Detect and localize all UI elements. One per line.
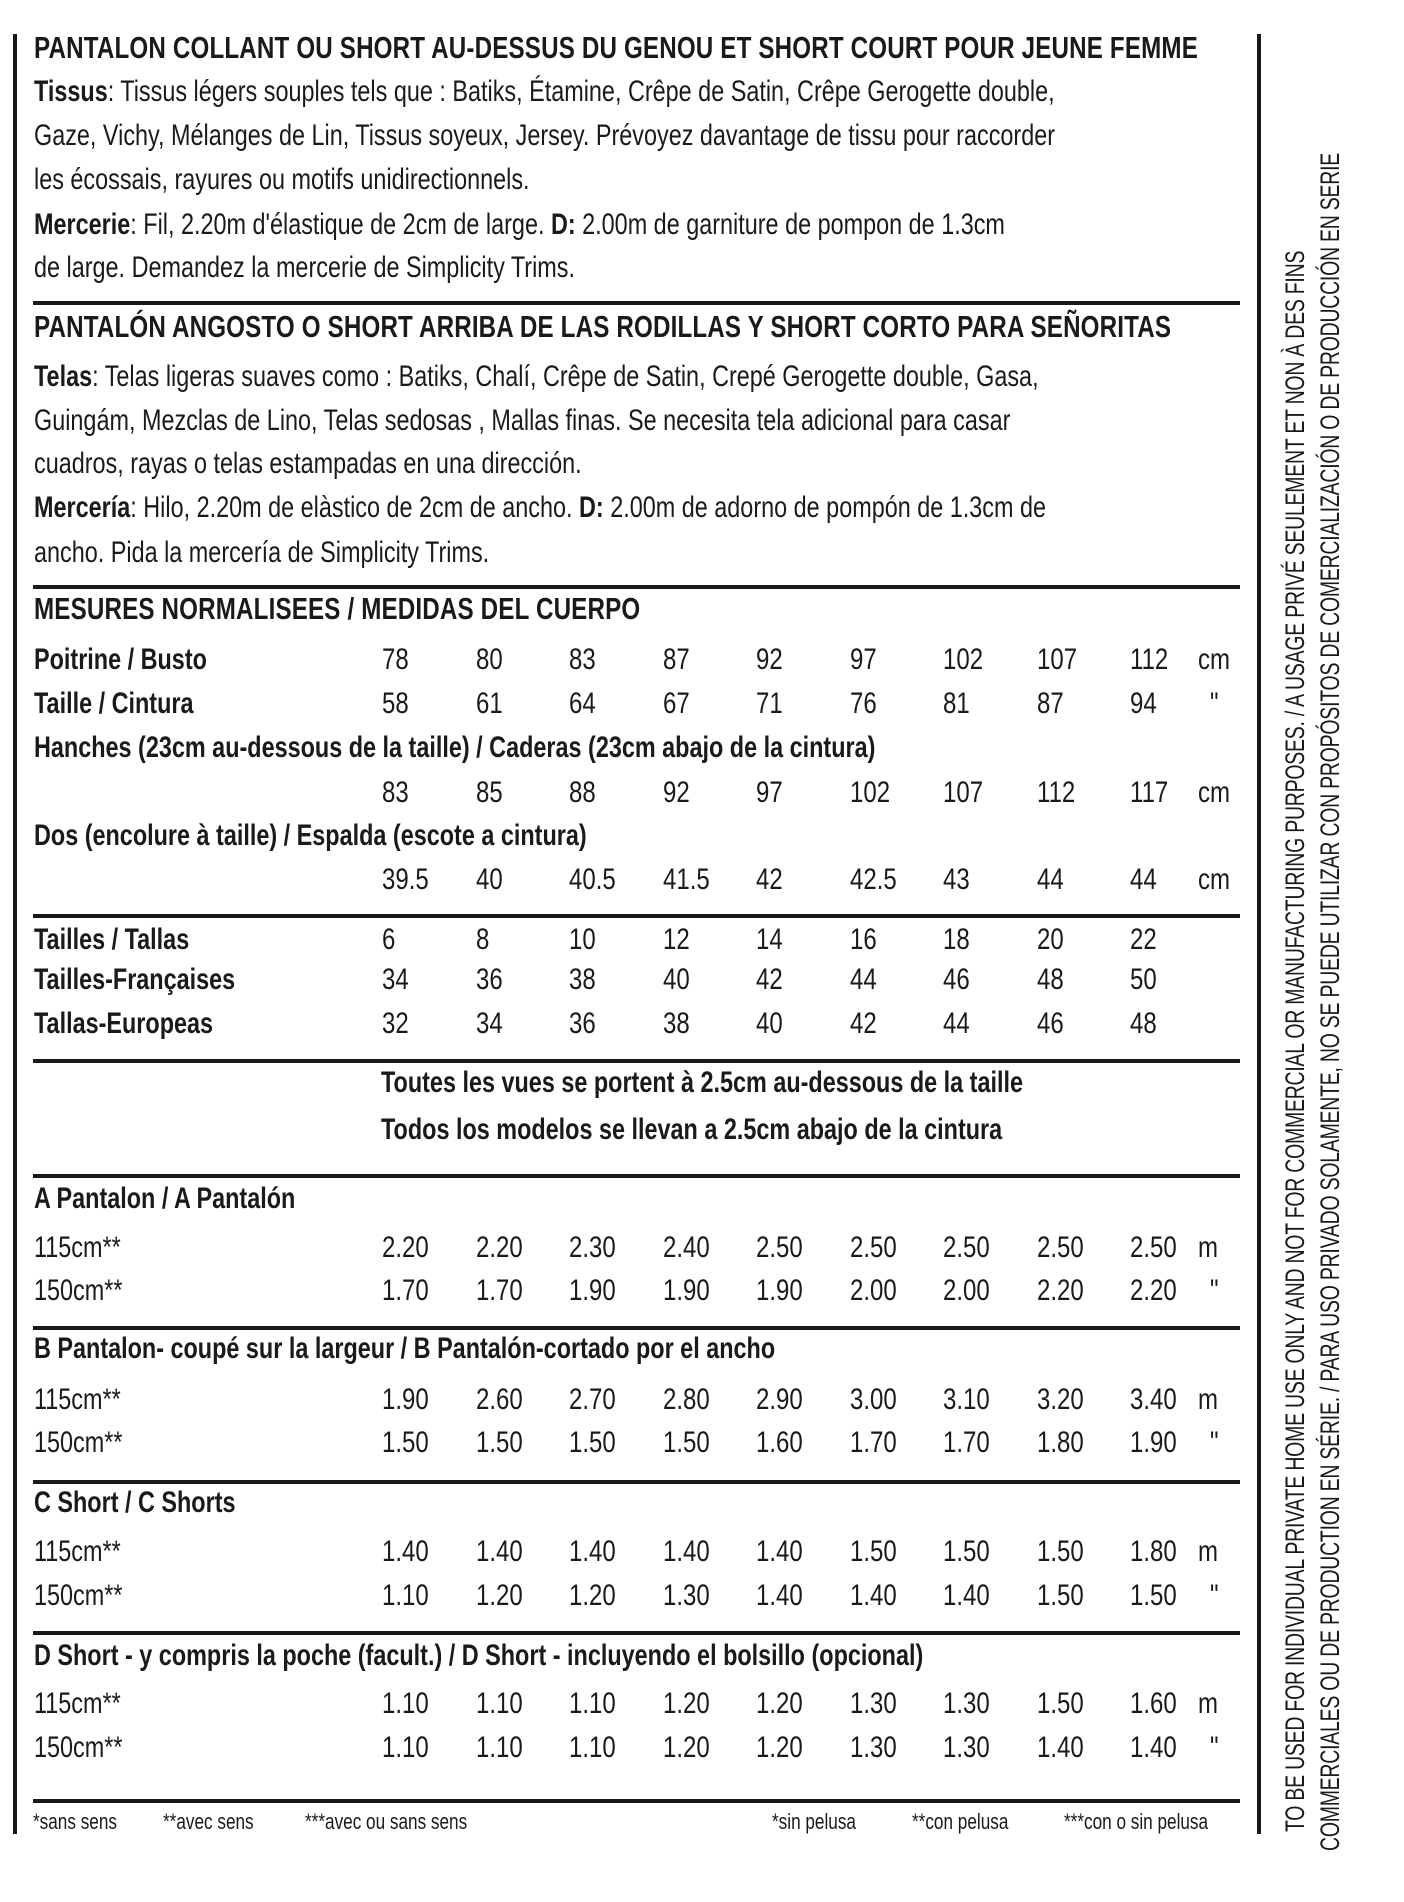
value-cell: 1.50 bbox=[476, 1426, 523, 1459]
value-cell: 1.50 bbox=[382, 1426, 429, 1459]
divider bbox=[33, 1326, 1240, 1330]
fabrics-fr-line-2: Gaze, Vichy, Mélanges de Lin, Tissus soyeux, Jersey. Prévoyez davantage de tissu pour raccorder bbox=[34, 119, 1056, 152]
divider bbox=[33, 1631, 1240, 1635]
value-cell: 1.80 bbox=[1037, 1426, 1084, 1459]
value-cell: 16 bbox=[850, 923, 877, 956]
unit-label: cm bbox=[1198, 863, 1230, 896]
view-d-marker-es: D: bbox=[579, 491, 604, 524]
value-cell: 2.20 bbox=[1037, 1274, 1084, 1307]
value-cell: 44 bbox=[943, 1007, 970, 1040]
bust-label: Poitrine / Busto bbox=[34, 643, 207, 676]
divider bbox=[33, 1799, 1240, 1803]
value-cell: 41.5 bbox=[663, 863, 710, 896]
value-cell: 32 bbox=[382, 1007, 409, 1040]
value-cell: 2.60 bbox=[476, 1383, 523, 1416]
value-cell: 1.40 bbox=[382, 1535, 429, 1568]
value-cell: 39.5 bbox=[382, 863, 429, 896]
value-cell: 1.40 bbox=[943, 1579, 990, 1612]
value-cell: 1.20 bbox=[663, 1687, 710, 1720]
footnote-es-2: **con pelusa bbox=[912, 1809, 1009, 1834]
value-cell: 40 bbox=[663, 963, 690, 996]
value-cell: 2.80 bbox=[663, 1383, 710, 1416]
value-cell: 2.40 bbox=[663, 1231, 710, 1264]
fabrics-es-line-3: cuadros, rayas o telas estampadas en una dirección. bbox=[34, 447, 582, 480]
value-cell: 2.20 bbox=[1130, 1274, 1177, 1307]
value-cell: 1.10 bbox=[382, 1687, 429, 1720]
value-cell: 1.50 bbox=[569, 1426, 616, 1459]
value-cell: 71 bbox=[756, 687, 783, 720]
value-cell: 107 bbox=[943, 776, 984, 809]
value-cell: 1.50 bbox=[1037, 1579, 1084, 1612]
view-c-title: C Short / C Shorts bbox=[34, 1486, 236, 1519]
value-cell: 40.5 bbox=[569, 863, 616, 896]
divider bbox=[33, 914, 1240, 918]
fabrics-fr-line-3: les écossais, rayures ou motifs unidirectionnels. bbox=[34, 163, 530, 196]
value-cell: 1.10 bbox=[382, 1731, 429, 1764]
footnote-fr-2: **avec sens bbox=[163, 1809, 254, 1834]
fabrics-label-es: Telas bbox=[34, 360, 93, 393]
unit-label: m bbox=[1198, 1535, 1218, 1568]
sizes-eu-label: Tallas-Europeas bbox=[34, 1007, 214, 1040]
value-cell: 102 bbox=[850, 776, 891, 809]
value-cell: 48 bbox=[1037, 963, 1064, 996]
divider bbox=[33, 1174, 1240, 1178]
footnote-es-1: *sin pelusa bbox=[772, 1809, 856, 1834]
value-cell: 1.40 bbox=[756, 1535, 803, 1568]
value-cell: 1.90 bbox=[1130, 1426, 1177, 1459]
value-cell: 1.40 bbox=[569, 1535, 616, 1568]
value-cell: 2.50 bbox=[850, 1231, 897, 1264]
value-cell: 34 bbox=[476, 1007, 503, 1040]
value-cell: 14 bbox=[756, 923, 783, 956]
value-cell: 1.90 bbox=[756, 1274, 803, 1307]
unit-label: cm bbox=[1198, 776, 1230, 809]
value-cell: 1.10 bbox=[569, 1731, 616, 1764]
value-cell: 1.40 bbox=[850, 1579, 897, 1612]
value-cell: 1.70 bbox=[850, 1426, 897, 1459]
value-cell: 1.20 bbox=[663, 1731, 710, 1764]
view-a-title: A Pantalon / A Pantalón bbox=[34, 1182, 296, 1215]
value-cell: 2.50 bbox=[943, 1231, 990, 1264]
disclaimer-line-2: COMMERCIALES OU DE PRODUCTION EN SÉRIE. / PARA USO PRIVADO SOLAMENTE, NO SE PUEDE UTILIZAR CON PROPÓSITOS DE COMERCIALIZACIÓN O DE PRODUCCIÓN EN SERIE bbox=[1315, 152, 1345, 1851]
value-cell: 1.30 bbox=[663, 1579, 710, 1612]
fabrics-es-line-1: Telas: Telas ligeras suaves como : Batiks, Chalí, Crêpe de Satin, Crepé Gerogette double, Gasa, bbox=[34, 360, 1039, 393]
fabrics-label-fr: Tissus bbox=[34, 75, 108, 108]
value-cell: 102 bbox=[943, 643, 984, 676]
value-cell: 1.20 bbox=[476, 1579, 523, 1612]
value-cell: 6 bbox=[382, 923, 396, 956]
wear-note-fr: Toutes les vues se portent à 2.5cm au-dessous de la taille bbox=[381, 1066, 1024, 1099]
value-cell: 2.50 bbox=[1037, 1231, 1084, 1264]
value-cell: 3.10 bbox=[943, 1383, 990, 1416]
view-a-row-115-label: 115cm** bbox=[34, 1231, 121, 1264]
value-cell: 12 bbox=[663, 923, 690, 956]
value-cell: 50 bbox=[1130, 963, 1157, 996]
notions-es-line-1: Mercería: Hilo, 2.20m de elàstico de 2cm de ancho. D: 2.00m de adorno de pompón de 1.3cm de bbox=[34, 491, 1047, 524]
value-cell: 2.20 bbox=[382, 1231, 429, 1264]
value-cell: 112 bbox=[1037, 776, 1076, 809]
right-border bbox=[1257, 34, 1261, 1834]
value-cell: 2.30 bbox=[569, 1231, 616, 1264]
value-cell: 94 bbox=[1130, 687, 1157, 720]
value-cell: 67 bbox=[663, 687, 690, 720]
value-cell: 1.30 bbox=[943, 1687, 990, 1720]
value-cell: 112 bbox=[1130, 643, 1169, 676]
unit-label: cm bbox=[1198, 643, 1230, 676]
value-cell: 1.10 bbox=[382, 1579, 429, 1612]
value-cell: 1.40 bbox=[1130, 1731, 1177, 1764]
view-b-row-150-label: 150cm** bbox=[34, 1426, 123, 1459]
unit-label: m bbox=[1198, 1231, 1218, 1264]
view-c-row-150-label: 150cm** bbox=[34, 1579, 123, 1612]
value-cell: 20 bbox=[1037, 923, 1064, 956]
view-b-row-115-label: 115cm** bbox=[34, 1383, 121, 1416]
value-cell: 1.10 bbox=[476, 1731, 523, 1764]
value-cell: 2.20 bbox=[476, 1231, 523, 1264]
view-d-title: D Short - y compris la poche (facult.) / D Short - incluyendo el bolsillo (opcional) bbox=[34, 1639, 924, 1672]
value-cell: 83 bbox=[569, 643, 596, 676]
value-cell: 88 bbox=[569, 776, 596, 809]
hip-label: Hanches (23cm au-dessous de la taille) / Caderas (23cm abajo de la cintura) bbox=[34, 731, 876, 764]
value-cell: 48 bbox=[1130, 1007, 1157, 1040]
value-cell: 46 bbox=[943, 963, 970, 996]
value-cell: 1.50 bbox=[850, 1535, 897, 1568]
notions-label-es: Mercería bbox=[34, 491, 131, 524]
value-cell: 80 bbox=[476, 643, 503, 676]
value-cell: 1.40 bbox=[1037, 1731, 1084, 1764]
value-cell: 38 bbox=[663, 1007, 690, 1040]
unit-label: " bbox=[1210, 687, 1219, 720]
unit-label: " bbox=[1210, 1731, 1219, 1764]
view-d-marker-fr: D: bbox=[550, 208, 576, 241]
value-cell: 36 bbox=[476, 963, 503, 996]
value-cell: 1.70 bbox=[476, 1274, 523, 1307]
view-d-row-150-label: 150cm** bbox=[34, 1731, 123, 1764]
section-title-fr: PANTALON COLLANT OU SHORT AU-DESSUS DU GENOU ET SHORT COURT POUR JEUNE FEMME bbox=[34, 30, 1199, 65]
value-cell: 1.60 bbox=[1130, 1687, 1177, 1720]
notions-fr-line-2: de large. Demandez la mercerie de Simplicity Trims. bbox=[34, 251, 575, 284]
value-cell: 1.50 bbox=[943, 1535, 990, 1568]
value-cell: 1.30 bbox=[943, 1731, 990, 1764]
value-cell: 44 bbox=[1037, 863, 1064, 896]
footnote-fr-1: *sans sens bbox=[33, 1809, 117, 1834]
view-a-row-150-label: 150cm** bbox=[34, 1274, 123, 1307]
value-cell: 3.20 bbox=[1037, 1383, 1084, 1416]
value-cell: 1.70 bbox=[382, 1274, 429, 1307]
value-cell: 1.50 bbox=[1037, 1687, 1084, 1720]
value-cell: 2.70 bbox=[569, 1383, 616, 1416]
value-cell: 1.50 bbox=[1037, 1535, 1084, 1568]
value-cell: 44 bbox=[1130, 863, 1157, 896]
divider bbox=[33, 301, 1240, 305]
notions-label-fr: Mercerie bbox=[34, 208, 131, 241]
value-cell: 1.90 bbox=[663, 1274, 710, 1307]
value-cell: 107 bbox=[1037, 643, 1078, 676]
value-cell: 1.50 bbox=[663, 1426, 710, 1459]
value-cell: 40 bbox=[756, 1007, 783, 1040]
value-cell: 1.30 bbox=[850, 1687, 897, 1720]
value-cell: 8 bbox=[476, 923, 490, 956]
value-cell: 97 bbox=[756, 776, 783, 809]
value-cell: 76 bbox=[850, 687, 877, 720]
sizes-fr-label: Tailles-Françaises bbox=[34, 963, 236, 996]
value-cell: 1.10 bbox=[476, 1687, 523, 1720]
disclaimer-line-1: TO BE USED FOR INDIVIDUAL PRIVATE HOME USE ONLY AND NOT FOR COMMERCIAL OR MANUFACTURING PURPOSES. / A USAGE PRIVÉ SEULEMENT ET NON À DES FINS bbox=[1280, 250, 1310, 1832]
value-cell: 42 bbox=[850, 1007, 877, 1040]
waist-label: Taille / Cintura bbox=[34, 687, 194, 720]
value-cell: 18 bbox=[943, 923, 970, 956]
divider bbox=[33, 585, 1240, 589]
value-cell: 34 bbox=[382, 963, 409, 996]
divider bbox=[33, 1059, 1240, 1063]
value-cell: 87 bbox=[1037, 687, 1064, 720]
measurements-title: MESURES NORMALISEES / MEDIDAS DEL CUERPO bbox=[34, 591, 641, 626]
value-cell: 78 bbox=[382, 643, 409, 676]
value-cell: 43 bbox=[943, 863, 970, 896]
value-cell: 40 bbox=[476, 863, 503, 896]
value-cell: 58 bbox=[382, 687, 409, 720]
value-cell: 1.40 bbox=[476, 1535, 523, 1568]
value-cell: 22 bbox=[1130, 923, 1157, 956]
value-cell: 1.20 bbox=[756, 1731, 803, 1764]
value-cell: 85 bbox=[476, 776, 503, 809]
value-cell: 2.50 bbox=[756, 1231, 803, 1264]
value-cell: 117 bbox=[1130, 776, 1169, 809]
notions-es-line-2: ancho. Pida la mercería de Simplicity Trims. bbox=[34, 536, 490, 569]
value-cell: 1.70 bbox=[943, 1426, 990, 1459]
value-cell: 2.00 bbox=[850, 1274, 897, 1307]
value-cell: 42 bbox=[756, 963, 783, 996]
value-cell: 44 bbox=[850, 963, 877, 996]
value-cell: 1.20 bbox=[569, 1579, 616, 1612]
value-cell: 2.90 bbox=[756, 1383, 803, 1416]
value-cell: 1.10 bbox=[569, 1687, 616, 1720]
view-b-title: B Pantalon- coupé sur la largeur / B Pantalón-cortado por el ancho bbox=[34, 1332, 776, 1365]
value-cell: 3.40 bbox=[1130, 1383, 1177, 1416]
sizes-us-label: Tailles / Tallas bbox=[34, 923, 190, 956]
value-cell: 1.90 bbox=[382, 1383, 429, 1416]
unit-label: " bbox=[1210, 1274, 1219, 1307]
value-cell: 2.00 bbox=[943, 1274, 990, 1307]
value-cell: 36 bbox=[569, 1007, 596, 1040]
value-cell: 3.00 bbox=[850, 1383, 897, 1416]
value-cell: 42 bbox=[756, 863, 783, 896]
value-cell: 83 bbox=[382, 776, 409, 809]
footnote-fr-3: ***avec ou sans sens bbox=[305, 1809, 468, 1834]
unit-label: m bbox=[1198, 1383, 1218, 1416]
divider bbox=[33, 1480, 1240, 1484]
value-cell: 92 bbox=[756, 643, 783, 676]
value-cell: 46 bbox=[1037, 1007, 1064, 1040]
value-cell: 87 bbox=[663, 643, 690, 676]
value-cell: 1.50 bbox=[1130, 1579, 1177, 1612]
footnote-es-3: ***con o sin pelusa bbox=[1064, 1809, 1209, 1834]
value-cell: 92 bbox=[663, 776, 690, 809]
left-border bbox=[13, 34, 17, 1834]
value-cell: 81 bbox=[943, 687, 970, 720]
value-cell: 1.20 bbox=[756, 1687, 803, 1720]
wear-note-es: Todos los modelos se llevan a 2.5cm abajo de la cintura bbox=[381, 1113, 1003, 1146]
unit-label: m bbox=[1198, 1687, 1218, 1720]
value-cell: 97 bbox=[850, 643, 877, 676]
value-cell: 64 bbox=[569, 687, 596, 720]
notions-fr-line-1: Mercerie: Fil, 2.20m d'élastique de 2cm de large. D: 2.00m de garniture de pompon de 1.3cm bbox=[34, 208, 1005, 241]
value-cell: 1.40 bbox=[756, 1579, 803, 1612]
unit-label: " bbox=[1210, 1426, 1219, 1459]
view-c-row-115-label: 115cm** bbox=[34, 1535, 121, 1568]
view-d-row-115-label: 115cm** bbox=[34, 1687, 121, 1720]
value-cell: 10 bbox=[569, 923, 596, 956]
unit-label: " bbox=[1210, 1579, 1219, 1612]
fabrics-fr-line-1: Tissus: Tissus légers souples tels que : Batiks, Étamine, Crêpe de Satin, Crêpe Gerogette double, bbox=[34, 75, 1055, 108]
value-cell: 1.40 bbox=[663, 1535, 710, 1568]
value-cell: 1.80 bbox=[1130, 1535, 1177, 1568]
value-cell: 2.50 bbox=[1130, 1231, 1177, 1264]
value-cell: 61 bbox=[476, 687, 503, 720]
value-cell: 1.90 bbox=[569, 1274, 616, 1307]
section-title-es: PANTALÓN ANGOSTO O SHORT ARRIBA DE LAS RODILLAS Y SHORT CORTO PARA SEÑORITAS bbox=[34, 309, 1172, 344]
back-label: Dos (encolure à taille) / Espalda (escote a cintura) bbox=[34, 819, 587, 852]
value-cell: 1.60 bbox=[756, 1426, 803, 1459]
value-cell: 38 bbox=[569, 963, 596, 996]
fabrics-es-line-2: Guingám, Mezclas de Lino, Telas sedosas , Mallas finas. Se necesita tela adicional para casar bbox=[34, 404, 1011, 437]
value-cell: 42.5 bbox=[850, 863, 897, 896]
value-cell: 1.30 bbox=[850, 1731, 897, 1764]
